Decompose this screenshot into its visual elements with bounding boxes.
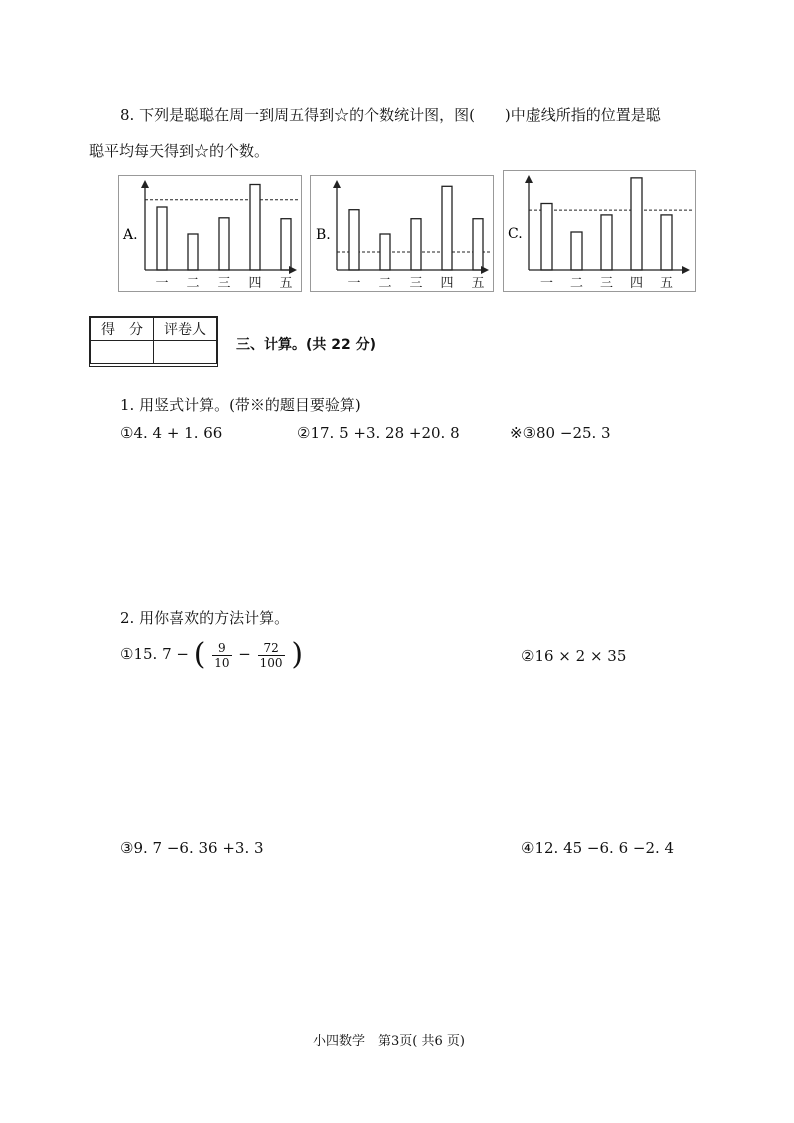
chart-b-y-arrow bbox=[333, 180, 341, 188]
chart-c-bar bbox=[541, 204, 552, 271]
left-paren: ( bbox=[193, 637, 206, 672]
problem-2-title: 2. 用你喜欢的方法计算。 bbox=[120, 609, 290, 627]
chart-c-option-label: C. bbox=[508, 226, 523, 242]
chart-a-y-arrow bbox=[141, 180, 149, 188]
right-paren: ) bbox=[291, 637, 304, 672]
reviewer-label: 评卷人 bbox=[154, 318, 217, 341]
chart-a bbox=[118, 175, 302, 292]
chart-c-x-arrow bbox=[682, 266, 690, 274]
chart-b-bar bbox=[473, 219, 483, 270]
chart-c-tick-label: 三 bbox=[599, 276, 614, 291]
chart-a-tick-label: 四 bbox=[248, 276, 262, 291]
chart-a-tick-label: 一 bbox=[155, 276, 169, 291]
chart-b bbox=[310, 175, 494, 292]
chart-b-tick-label: 一 bbox=[347, 276, 361, 291]
chart-c-bar bbox=[571, 232, 582, 270]
chart-a-tick-label: 三 bbox=[217, 276, 231, 291]
score-field[interactable] bbox=[91, 341, 154, 364]
chart-a-bar bbox=[250, 185, 260, 271]
chart-c-bar bbox=[601, 215, 612, 270]
chart-b-option-label: B. bbox=[316, 227, 331, 243]
chart-a-x-arrow bbox=[289, 266, 297, 274]
fraction-2-numerator: 72 bbox=[258, 641, 285, 656]
chart-c bbox=[503, 170, 696, 292]
fraction-1 bbox=[212, 641, 231, 670]
chart-c-tick-label: 四 bbox=[629, 276, 644, 291]
chart-a-tick-label: 二 bbox=[186, 276, 200, 291]
fraction-2 bbox=[258, 641, 285, 670]
chart-a-bar bbox=[157, 207, 167, 270]
section-3-title: 三、计算。(共 22 分) bbox=[236, 337, 377, 353]
problem-1-title: 1. 用竖式计算。(带※的题目要验算) bbox=[120, 396, 361, 414]
chart-a-option-label: A. bbox=[123, 227, 138, 243]
chart-b-tick-label: 二 bbox=[378, 276, 392, 291]
chart-c-tick-label: 二 bbox=[569, 276, 584, 291]
chart-b-x-arrow bbox=[481, 266, 489, 274]
score-label: 得 分 bbox=[91, 318, 154, 341]
reviewer-field[interactable] bbox=[154, 341, 217, 364]
chart-c-y-arrow bbox=[525, 175, 533, 183]
chart-a-bar bbox=[281, 219, 291, 270]
problem-1-item-3: ※③80 −25. 3 bbox=[510, 424, 611, 442]
chart-b-tick-label: 四 bbox=[440, 276, 454, 291]
chart-b-bar bbox=[442, 186, 452, 270]
chart-b-bar bbox=[349, 210, 359, 270]
chart-c-tick-label: 五 bbox=[659, 276, 674, 291]
chart-c-tick-label: 一 bbox=[539, 276, 554, 291]
chart-b-tick-label: 五 bbox=[471, 276, 485, 291]
problem-2-item-1-prefix: ①15. 7 − bbox=[120, 645, 189, 663]
problem-2-item-2: ②16 × 2 × 35 bbox=[521, 647, 627, 665]
chart-b-bar bbox=[380, 234, 390, 270]
problem-2-item-4: ④12. 45 −6. 6 −2. 4 bbox=[521, 839, 675, 857]
problem-1-item-2: ②17. 5 +3. 28 +20. 8 bbox=[297, 424, 460, 442]
problem-1-item-1: ①4. 4 + 1. 66 bbox=[120, 424, 223, 442]
chart-a-tick-label: 五 bbox=[279, 276, 293, 291]
fraction-1-denominator: 10 bbox=[214, 655, 230, 670]
chart-a-bar bbox=[219, 218, 229, 270]
question-8-line1: 8. 下列是聪聪在周一到周五得到☆的个数统计图，图( )中虚线所指的位置是聪 bbox=[120, 106, 661, 124]
chart-c-bar bbox=[661, 215, 672, 270]
question-8-line2: 聪平均每天得到☆的个数。 bbox=[89, 142, 270, 160]
page-footer: 小四数学 第3页( 共6 页) bbox=[313, 1034, 465, 1049]
problem-2-item-3: ③9. 7 −6. 36 +3. 3 bbox=[120, 839, 264, 857]
chart-a-bar bbox=[188, 234, 198, 270]
minus-sign: − bbox=[238, 645, 251, 663]
chart-b-bar bbox=[411, 219, 421, 270]
problem-2-item-1 bbox=[120, 637, 304, 672]
fraction-2-denominator: 100 bbox=[259, 655, 283, 670]
fraction-1-numerator: 9 bbox=[212, 641, 231, 656]
score-box bbox=[90, 317, 217, 364]
chart-c-bar bbox=[631, 178, 642, 270]
chart-b-tick-label: 三 bbox=[409, 276, 423, 291]
